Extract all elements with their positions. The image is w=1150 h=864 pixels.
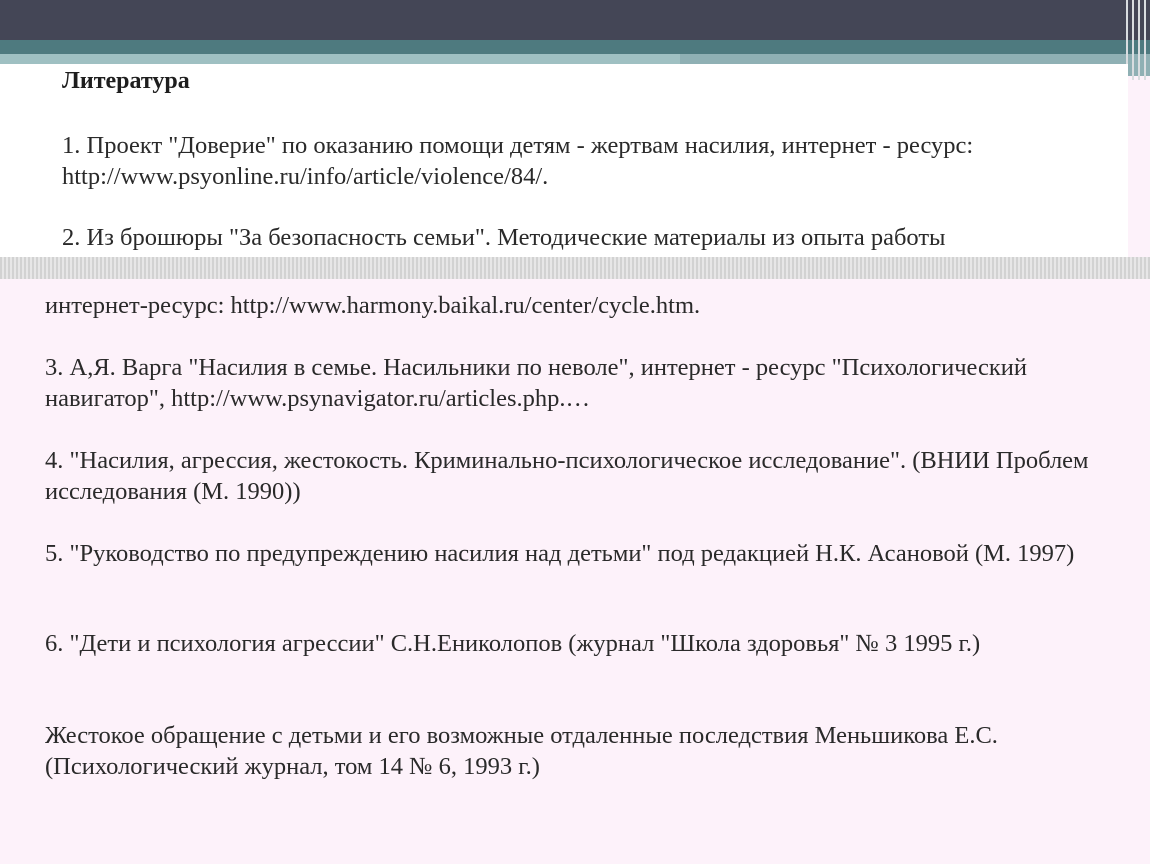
accent-band-light — [0, 54, 680, 64]
reference-item-7: Жестокое обращение с детьми и его возможные отдаленные последствия Меньшикова Е.С. (Психологический журнал, том 14 № 6, 1993 г.) — [45, 722, 998, 780]
reference-item-2: 2. Из брошюры "За безопасность семьи". Методические материалы из опыта работы — [62, 224, 946, 251]
reference-item-6: 6. "Дети и психология агрессии" С.Н.Ениколопов (журнал "Школа здоровья" № 3 1995 г.) — [45, 630, 981, 657]
scan-stripe — [0, 257, 1150, 279]
reference-item-5: 5. "Руководство по предупреждению насилия над детьми" под редакцией Н.К. Асановой (М. 1997) — [45, 540, 1075, 567]
reference-item-2-continued: интернет-ресурс: http://www.harmony.baikal.ru/center/cycle.htm. — [45, 292, 701, 319]
title-bar-band — [0, 0, 1150, 40]
reference-item-1: 1. Проект "Доверие" по оказанию помощи детям - жертвам насилия, интернет - ресурс: http://www.psyonline.ru/info/article/violence/84/. — [62, 132, 974, 190]
section-heading: Литература — [62, 68, 190, 94]
reference-item-4: 4. "Насилия, агрессия, жестокость. Криминально-психологическое исследование". (ВНИИ Проблем исследования (М. 1990)) — [45, 447, 1089, 505]
reference-item-3: 3. А,Я. Варга "Насилия в семье. Насильники по неволе", интернет - ресурс "Психологический навигатор", http://www.psynavigator.ru/articles.php.… — [45, 354, 1028, 412]
accent-band — [0, 40, 1150, 54]
